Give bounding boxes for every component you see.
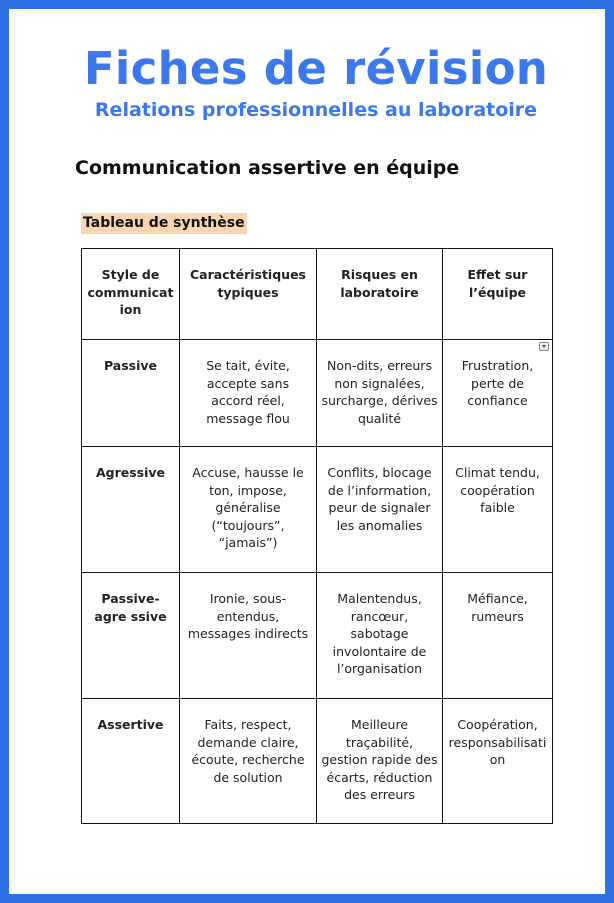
row-risks: Non-dits, erreurs non signalées, surcharge, dérives qualité: [317, 340, 443, 447]
table-row: [82, 340, 553, 447]
row-characteristics: Accuse, hausse le ton, impose, généralise (“toujours”, “jamais”): [180, 447, 317, 573]
table-row: [82, 447, 553, 573]
row-style: Assertive: [82, 699, 180, 824]
page-subtitle: Relations professionnelles au laboratoire: [94, 99, 538, 121]
row-effect: Coopération, responsabilisati on: [443, 699, 553, 824]
section-title: Communication assertive en équipe: [75, 157, 460, 179]
table-header-row: [82, 249, 553, 340]
page-title: Fiches de révision: [83, 42, 549, 95]
row-effect: Climat tendu, coopération faible: [443, 447, 553, 573]
synthesis-table: [81, 248, 553, 824]
row-effect: Méfiance, rumeurs: [443, 573, 553, 699]
row-characteristics: Ironie, sous-entendus, messages indirects: [180, 573, 317, 699]
header-characteristics: Caractéristiques typiques: [180, 249, 317, 340]
header-risks: Risques en laboratoire: [317, 249, 443, 340]
chevron-down-icon[interactable]: [539, 342, 549, 351]
row-effect: Frustration, perte de confiance: [461, 358, 534, 408]
row-style: Passive-agre ssive: [82, 573, 180, 699]
row-style: Agressive: [82, 447, 180, 573]
table-label: Tableau de synthèse: [81, 213, 247, 234]
row-risks: Conflits, blocage de l’information, peur de signaler les anomalies: [317, 447, 443, 573]
row-style: Passive: [82, 340, 180, 447]
table-row: [82, 699, 553, 824]
row-characteristics: Se tait, évite, accepte sans accord réel, message flou: [180, 340, 317, 447]
row-effect-cell: [443, 340, 553, 447]
row-characteristics: Faits, respect, demande claire, écoute, recherche de solution: [180, 699, 317, 824]
row-risks: Meilleure traçabilité, gestion rapide des écarts, réduction des erreurs: [317, 699, 443, 824]
table-row: [82, 573, 553, 699]
header-effect: Effet sur l’équipe: [443, 249, 553, 340]
header-style: Style de communicat ion: [82, 249, 180, 340]
row-risks: Malentendus, rancœur, sabotage involontaire de l’organisation: [317, 573, 443, 699]
